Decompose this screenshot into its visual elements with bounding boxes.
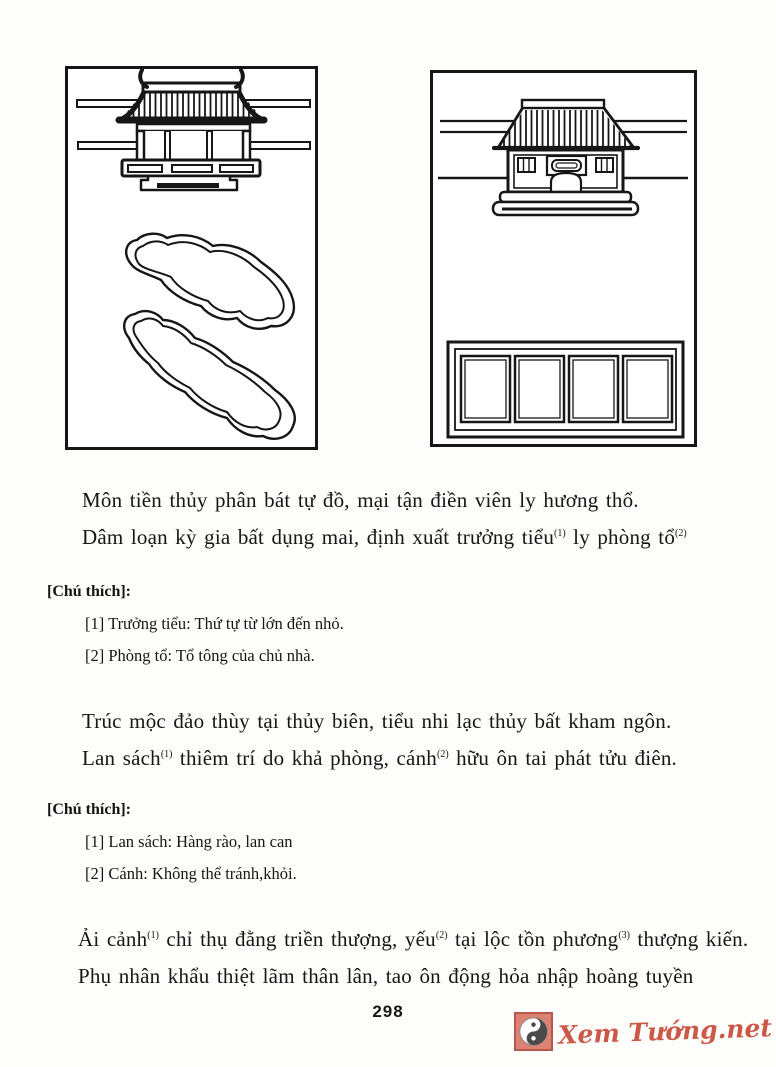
figure-house-with-eight-shaped-water (65, 66, 318, 450)
footnote-item: [2] Cánh: Không thể tránh,khỏi. (85, 864, 297, 883)
footnote-item: [1] Lan sách: Hàng rào, lan can (85, 832, 293, 851)
footnotes-block-2 (47, 800, 297, 884)
footnotes2-heading: [Chú thích]: (47, 801, 132, 818)
footnote-item: [2] Phòng tổ: Tổ tông của chủ nhà. (85, 646, 315, 665)
page-number: 298 (372, 1002, 404, 1021)
verse3-line1: Ải cảnh$^{(1)}$ chỉ thụ đằng triền thượng, yếu$^{(2)}$ tại lộc tồn phương$^{(3)}$ thượng kiến. (78, 927, 749, 951)
verse3-line2: Phụ nhân khẩu thiệt lãm thân lân, tao ôn động hỏa nhập hoàng tuyền (78, 964, 694, 988)
yin-yang-icon (514, 1012, 553, 1051)
watermark-text: Xem Tướng.net (557, 1013, 773, 1050)
verse2-line2: Lan sách$^{(1)}$ thiêm trí do khả phòng, cánh$^{(2)}$ hữu ôn tai phát tửu điên. (82, 746, 678, 770)
footnotes1-heading: [Chú thích]: (47, 583, 132, 600)
figure-house-with-fence (430, 70, 697, 447)
footnotes-block-1 (47, 582, 344, 666)
verse1-line2: Dâm loạn kỳ gia bất dụng mai, định xuất trưởng tiểu$^{(1)}$ ly phòng tổ$^{(2)}$ (82, 525, 687, 549)
verse-block-2 (82, 703, 677, 777)
site-watermark (514, 1012, 772, 1051)
verse-block-3 (78, 921, 748, 995)
verse1-line1: Môn tiền thủy phân bát tự đồ, mại tận điền viên ly hương thổ. (82, 488, 639, 512)
verse2-line1: Trúc mộc đảo thùy tại thủy biên, tiểu nhi lạc thủy bất kham ngôn. (82, 709, 672, 733)
verse-block-1 (82, 482, 687, 556)
footnote-item: [1] Trưởng tiểu: Thứ tự từ lớn đến nhỏ. (85, 614, 344, 633)
